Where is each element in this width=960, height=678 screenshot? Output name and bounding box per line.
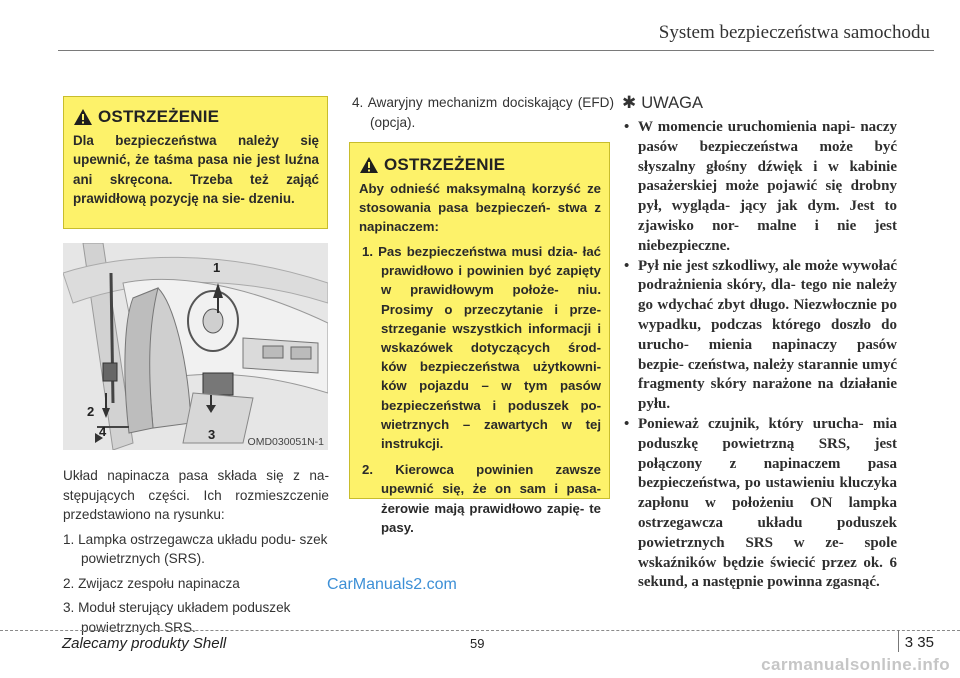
figure-code: OMD030051N-1	[247, 436, 324, 448]
car-interior-drawing	[63, 243, 328, 450]
asterisk-icon: ✱	[622, 93, 637, 112]
note-list	[624, 118, 897, 593]
carmanualsonline-watermark[interactable]: carmanualsonline.info	[761, 655, 950, 674]
note-item-text: Pył nie jest szkodliwy, ale może wywołać podrażnienia skóry, dla- tego nie należy go wdychać zbyt długo. Niezwłocznie po wypadku, podczas którego doszło do urucho- mienia napinaczy pasów bezpie- czeństwa, należy starannie umyć fragmenty skóry narażone na działanie pyłu.	[638, 257, 897, 413]
note-item-text: W momencie uruchomienia napi- naczy pasów bezpieczeństwa może być słyszalny głośny dźwięk i w kabinie pasażerskiej może pojawić się drobny pył, wygląda- jący jak dym. Jest to zjawisko nor- malne i nie jest niebezpieczne.	[638, 119, 897, 254]
figure-label-1: 1	[213, 260, 221, 275]
figure-label-2: 2	[87, 404, 95, 419]
warning-item-1: 1. Pas bezpieczeństwa musi dzia- łać prawidłowo i powinien być zapięty w prawidłowym położe- niu. Prosimy o przeczytanie i prze- strzeganie wszystkich informacji i wskazówek dotyczących środ- ków bezpieczeństwa użytkowni- ków pojazdu – w tym pasów bezpieczeństwa i poduszek po- wietrznych – zawartych w tej instrukcji.	[362, 244, 601, 452]
note-item-3	[624, 415, 897, 593]
warning-list	[359, 242, 601, 537]
header-divider	[58, 50, 934, 51]
warning-box-seat-belt	[63, 96, 328, 229]
footer-slogan: Zalecamy produkty Shell	[62, 635, 227, 652]
note-item-2	[624, 257, 897, 415]
component-item-3: 3. Moduł sterujący układem poduszek powietrznych SRS.	[63, 600, 291, 635]
note-item-1	[624, 118, 897, 257]
bullet-icon: •	[624, 119, 630, 135]
footer-section-page: 3 35	[904, 634, 934, 651]
warning-triangle-icon	[73, 108, 93, 126]
seat-belt-pretensioner-illustration	[63, 243, 328, 450]
warning-item-2: 2. Kierowca powinien zawsze upewnić się, że on sam i pasa- żerowie mają prawidłowo zapię- te pasy.	[362, 462, 601, 535]
warning-box-pretensioner	[349, 142, 610, 535]
warning-text: Dla bezpieczeństwa należy się upewnić, że taśma pasa nie jest luźna ani skręcona. Trzeba też zająć prawidłową pozycję na sie- dzeniu.	[73, 133, 319, 206]
footer-divider	[0, 630, 960, 631]
warning-intro: Aby odnieść maksymalną korzyść ze stosowania pasa bezpieczeń- stwa z napinaczem:	[359, 181, 601, 234]
bullet-icon: •	[624, 415, 630, 432]
note-title: UWAGA	[641, 93, 703, 112]
note-heading	[622, 93, 703, 113]
figure-label-4: 4	[99, 424, 107, 439]
page-header-title: System bezpieczeństwa samochodu	[658, 22, 930, 43]
component-item-4: 4. Awaryjny mechanizm dociskający (EFD) (opcja).	[352, 95, 614, 130]
figure-label-3: 3	[208, 427, 216, 442]
footer-page-number: 59	[470, 636, 485, 651]
component-item-2: 2. Zwijacz zespołu napinacza	[63, 575, 240, 591]
component-item-1: 1. Lampka ostrzegawcza układu podu- szek powietrznych (SRS).	[63, 531, 328, 566]
bullet-icon: •	[624, 257, 630, 274]
warning-title: OSTRZEŻENIE	[384, 155, 506, 174]
warning-triangle-icon	[359, 156, 379, 174]
left-column-text	[63, 466, 329, 637]
carmanuals-watermark[interactable]: CarManuals2.com	[327, 576, 457, 593]
note-item-text: Ponieważ czujnik, który urucha- mia poduszkę powietrzną SRS, jest połączony z napinaczem pasa bezpieczeństwa, po ustawieniu kluczyka zapłonu w położeniu ON lampka ostrzegawcza układu poduszek powietrznych SRS w ze- spole wskaźników będzie świecić przez ok. 6 sekund, a następnie powinna zgasnąć.	[638, 415, 897, 591]
pretensioner-intro: Układ napinacza pasa składa się z na- stępujących części. Ich rozmieszczenie przedstawiono na rysunku:	[63, 468, 329, 522]
warning-title: OSTRZEŻENIE	[98, 107, 220, 126]
footer-tick	[898, 630, 899, 652]
